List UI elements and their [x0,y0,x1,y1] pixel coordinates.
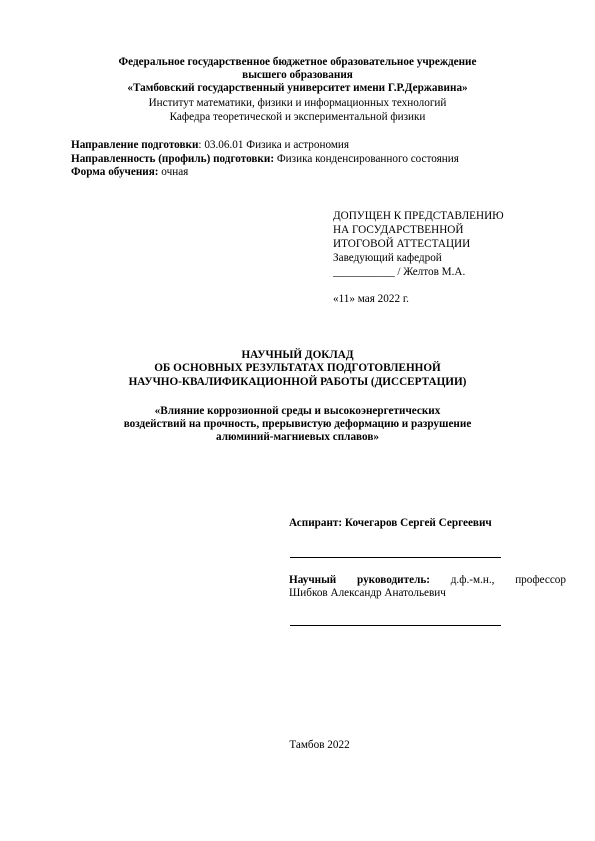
city-year: Тамбов 2022 [289,739,350,751]
aspirant-name: Аспирант: Кочегаров Сергей Сергеевич [289,517,492,529]
report-title-line2: ОБ ОСНОВНЫХ РЕЗУЛЬТАТАХ ПОДГОТОВЛЕННОЙ [154,362,441,374]
supervisor-label: Научный руководитель: [289,574,430,586]
form-value: очная [158,166,189,178]
institute-name: Институт математики, физики и информационных технологий [148,97,447,109]
topic-line2: воздействий на прочность, прерывистую деформацию и разрушение [123,418,472,430]
direction-row [71,139,349,152]
approval-line1: ДОПУЩЕН К ПРЕДСТАВЛЕНИЮ [333,210,504,222]
report-title-line3: НАУЧНО-КВАЛИФИКАЦИОННОЙ РАБОТЫ (ДИССЕРТАЦИИ) [128,376,467,388]
profile-label: Направленность (профиль) подготовки: [71,153,275,165]
direction-value: : 03.06.01 Физика и астрономия [198,139,350,151]
profile-row [71,153,459,166]
approval-line3: ИТОГОВОЙ АТТЕСТАЦИИ [333,238,471,250]
head-signature-line: ___________ / Желтов М.А. [333,266,466,278]
department-name: Кафедра теоретической и экспериментальной физики [169,111,426,123]
org-name-line1: Федеральное государственное бюджетное образовательное учреждение [118,56,477,68]
supervisor-signature-line [290,625,501,626]
supervisor-title-line [289,574,566,587]
head-of-department: Заведующий кафедрой [333,252,442,264]
org-name-line2: высшего образования [242,69,353,81]
approval-line2: НА ГОСУДАРСТВЕННОЙ [333,224,464,236]
supervisor-row [289,574,566,599]
university-name: «Тамбовский государственный университет имени Г.Р.Державина» [127,82,468,94]
topic-line1: «Влияние коррозионной среды и высокоэнергетических [154,405,441,417]
supervisor-name: Шибков Александр Анатольевич [289,586,446,599]
form-label: Форма обучения: [71,166,159,178]
supervisor-degree: д.ф.-м.н., профессор [430,574,566,586]
report-title-line1: НАУЧНЫЙ ДОКЛАД [241,349,354,361]
form-row [71,166,188,179]
direction-label: Направление подготовки [71,139,199,151]
approval-date: «11» мая 2022 г. [333,293,409,305]
profile-value: Физика конденсированного состояния [274,153,459,165]
aspirant-signature-line [290,557,501,558]
topic-line3: алюминий-магниевых сплавов» [216,431,379,443]
